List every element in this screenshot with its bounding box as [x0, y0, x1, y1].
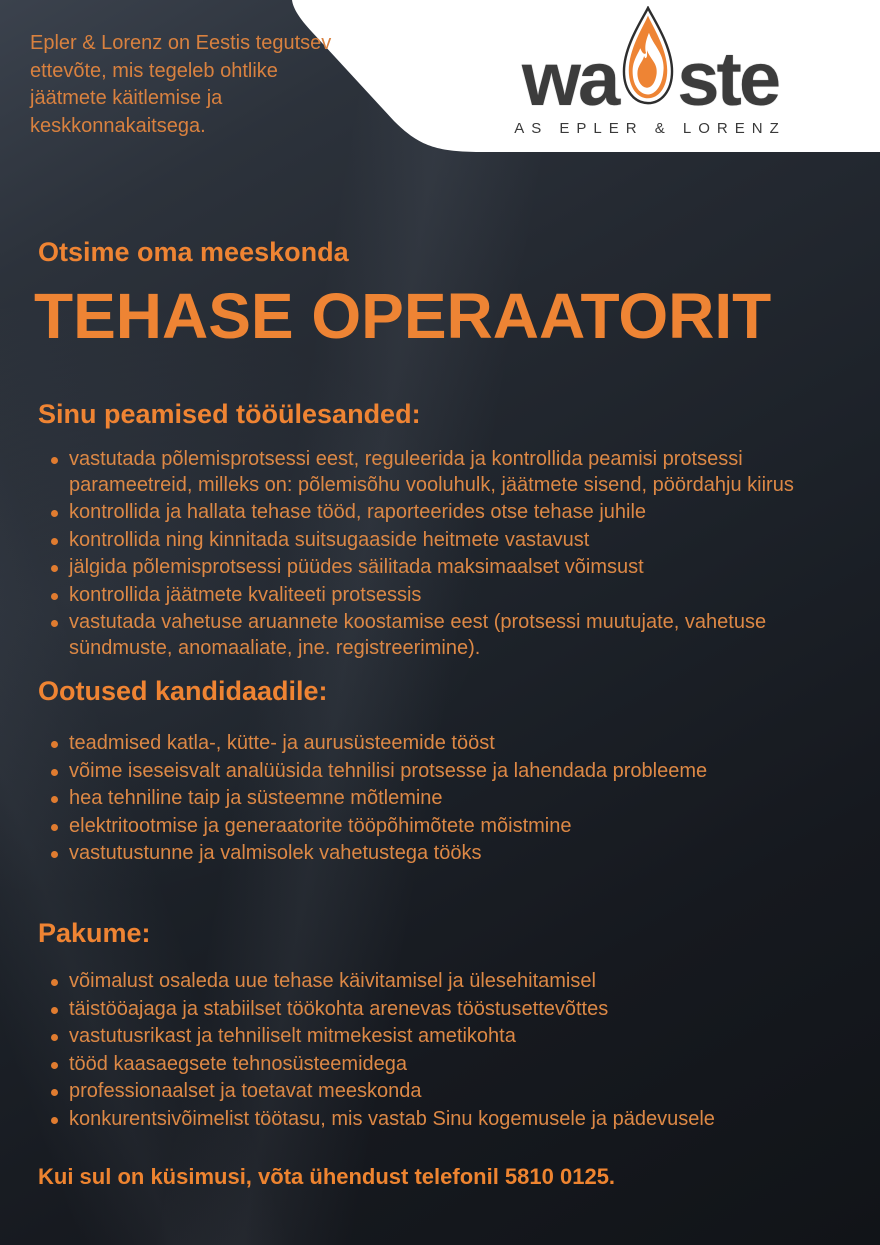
- list-item-text: jälgida põlemisprotsessi püüdes säilitada maksimaalset võimsust: [69, 556, 644, 578]
- list-item-text: elektritootmise ja generaatorite tööpõhimõtete mõistmine: [69, 814, 572, 837]
- logo-wordmark: [498, 6, 802, 122]
- hero-kicker: Otsime oma meeskonda: [38, 237, 349, 267]
- list-item-text: vastutusrikast ja tehniliselt mitmekesist ametikohta: [69, 1025, 516, 1047]
- company-intro-text: Epler & Lorenz on Eestis tegutsev ettevõte, mis tegeleb ohtlike jäätmete käitlemise ja keskkonnakaitsega.: [30, 32, 332, 137]
- list-item-text: konkurentsivõimelist töötasu, mis vastab Sinu kogemusele ja pädevusele: [69, 1107, 715, 1130]
- section-heading-expectations: Ootused kandidaadile:: [38, 676, 328, 706]
- list-item: [50, 528, 830, 554]
- list-item: [50, 447, 830, 498]
- list-item: [50, 814, 830, 840]
- list-item: [50, 610, 830, 661]
- flame-drop-icon: [616, 6, 680, 106]
- logo-text-right: ste: [677, 37, 779, 122]
- list-item-text: kontrollida ning kinnitada suitsugaaside heitmete vastavust: [69, 528, 590, 551]
- list-item: [50, 731, 830, 757]
- list-item-text: vastutada vahetuse aruannete koostamise eest (protsessi muutujate, vahetuse sündmuste, anomaaliate, jne. registreerimine).: [69, 611, 767, 659]
- list-item: [50, 969, 830, 995]
- list-item-text: võimalust osaleda uue tehase käivitamisel ja ülesehitamisel: [69, 970, 596, 992]
- list-item: [50, 1024, 830, 1050]
- list-item: [50, 759, 830, 785]
- list-item: [50, 500, 830, 526]
- expectations-list: [50, 731, 830, 869]
- list-item: [50, 1052, 830, 1078]
- logo-text-left: wa: [521, 37, 618, 122]
- list-item: [50, 555, 830, 581]
- section-heading-offer: Pakume:: [38, 918, 151, 948]
- logo-subtitle: AS EPLER & LORENZ: [514, 120, 786, 137]
- list-item-text: vastutada põlemisprotsessi eest, reguleerida ja kontrollida peamisi protsessi parameetreid, milleks on: põlemisõhu vooluhulk, jäätmete sisend, pöördahju kiirus: [69, 448, 794, 496]
- offer-list: [50, 969, 830, 1134]
- list-item: [50, 1107, 830, 1133]
- company-logo: [498, 6, 802, 137]
- tasks-list: [50, 447, 830, 663]
- list-item-text: vastutustunne ja valmisolek vahetustega tööks: [69, 842, 482, 864]
- list-item: [50, 583, 830, 609]
- list-item: [50, 841, 830, 867]
- section-heading-tasks: Sinu peamised tööülesanded:: [38, 399, 421, 429]
- list-item-text: tööd kaasaegsete tehnosüsteemidega: [69, 1052, 408, 1075]
- list-item-text: täistööajaga ja stabiilset töökohta arenevas tööstusettevõttes: [69, 997, 609, 1020]
- list-item-text: võime iseseisvalt analüüsida tehnilisi protsesse ja lahendada probleeme: [69, 759, 708, 782]
- list-item: [50, 997, 830, 1023]
- list-item: [50, 786, 830, 812]
- contact-phone-line: Kui sul on küsimusi, võta ühendust telefonil 5810 0125.: [38, 1164, 616, 1189]
- list-item-text: teadmised katla-, kütte- ja aurusüsteemide tööst: [69, 732, 495, 754]
- job-title: TEHASE OPERAATORIT: [34, 280, 772, 352]
- list-item-text: kontrollida jäätmete kvaliteeti protsessis: [69, 583, 422, 606]
- list-item: [50, 1079, 830, 1105]
- list-item-text: hea tehniline taip ja süsteemne mõtlemine: [69, 787, 443, 809]
- list-item-text: kontrollida ja hallata tehase tööd, raporteerides otse tehase juhile: [69, 501, 647, 523]
- list-item-text: professionaalset ja toetavat meeskonda: [69, 1080, 422, 1102]
